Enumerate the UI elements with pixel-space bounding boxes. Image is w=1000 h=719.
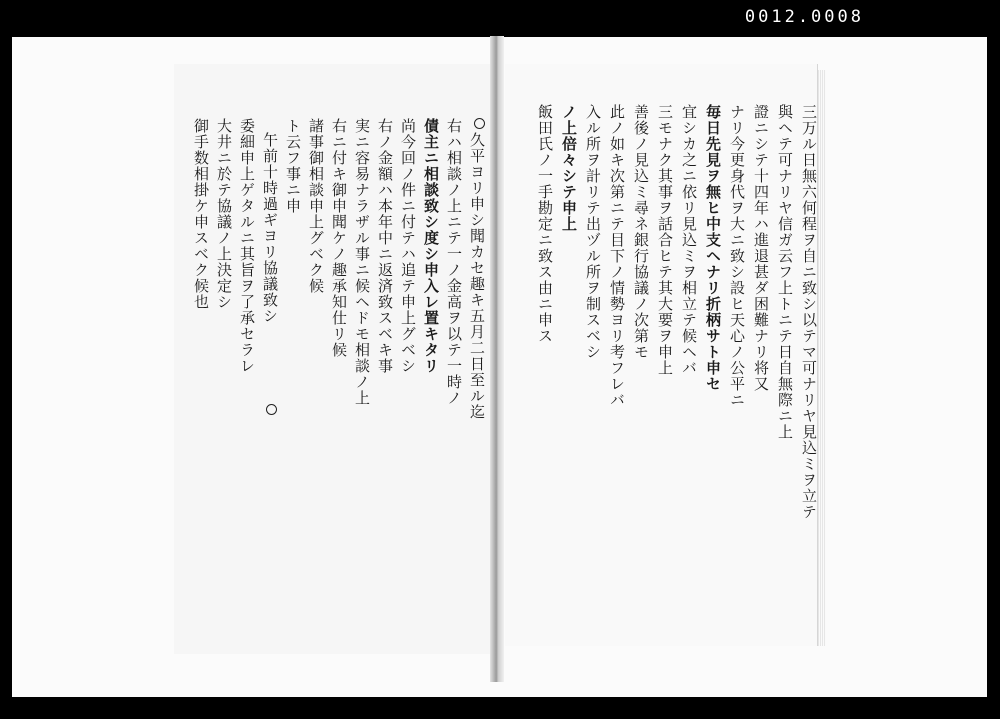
manuscript-column: 右ニ付キ御申聞ケノ趣承知仕リ候 [330,118,348,358]
manuscript-column: ナリ今更身代ヲ大ニ致シ設ヒ天心ノ公平ニ [728,104,746,408]
left-manuscript-page [186,118,486,608]
manuscript-column: 右ハ相談ノ上ニテ一ノ金高ヲ以テ一時ノ [445,118,463,406]
book-gutter [490,36,504,682]
manuscript-column: 飯田氏ノ一手勘定ニ致ス由ニ申ス [536,104,554,344]
manuscript-column: 委細申上ゲタルニ其旨ヲ了承セラレ [238,118,256,374]
manuscript-column: 三万ル日無六何程ヲ自ニ致シ以テマ可ナリヤ見込ミヲ立テ [800,104,818,520]
manuscript-column: 三モナク其事ヲ話合ヒテ其大要ヲ申上 [656,104,674,376]
manuscript-column: 證ニシテ十四年ハ進退甚ダ困難ナリ将又 [752,104,770,392]
manuscript-column: 久平ヨリ申シ聞カセ趣キ五月二日至ル迄 [468,132,486,420]
manuscript-column: 御手数相掛ケ申スベク候也 [192,118,210,310]
manuscript-column: 與ヘテ可ナリヤ信ガ云フ上トニテ日自無際ニ上 [776,104,794,440]
manuscript-column: 尚今回ノ件ニ付テハ追テ申上グベシ [399,118,417,374]
right-manuscript-page [512,104,820,604]
manuscript-column: 宜シカ之ニ依リ見込ミヲ相立テ候ヘバ [680,104,698,376]
microfilm-frame-number: 0012.0008 [744,7,864,27]
manuscript-column: 午前十時過ギヨリ協議致シ [261,132,279,324]
manuscript-column: 此ノ如キ次第ニテ目下ノ情勢ヨリ考フレバ [608,104,626,408]
manuscript-column: 債主ニ相談致シ度シ申入レ置キタリ [422,118,440,374]
manuscript-column: ノ上倍々シテ申上 [560,104,578,232]
manuscript-column: 毎日先見ヲ無ヒ中支ヘナリ折柄サト申セ [704,104,722,392]
section-circle-mark [266,404,277,415]
manuscript-column: 諸事御相談申上グベク候 [307,118,325,294]
manuscript-column: 入ル所ヲ計リテ出ヅル所ヲ制スベシ [584,104,602,360]
manuscript-column: 善後ノ見込ミ尋ネ銀行協議ノ次第モ [632,104,650,360]
manuscript-column: 実ニ容易ナラザル事ニ候ヘドモ相談ノ上 [353,118,371,406]
manuscript-column: ト云フ事ニ申 [284,118,302,214]
manuscript-column: 大井ニ於テ協議ノ上決定シ [215,118,233,310]
manuscript-column: 右ノ金額ハ本年中ニ返済致スベキ事 [376,118,394,374]
section-circle-mark [474,118,485,129]
